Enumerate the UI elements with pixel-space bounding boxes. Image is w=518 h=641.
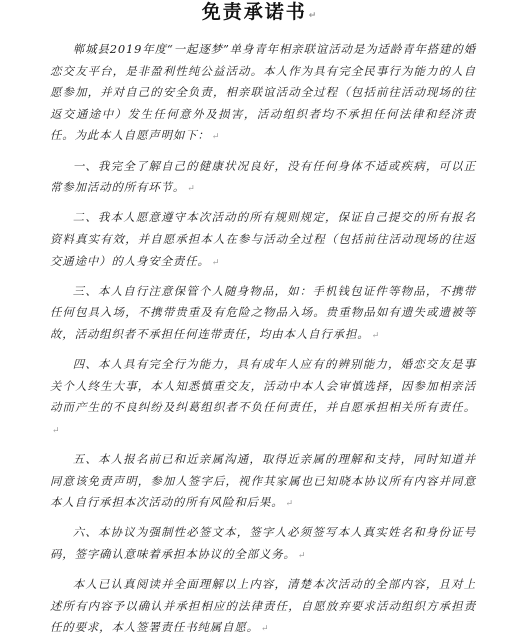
clause-1-paragraph: [50, 156, 476, 201]
clause-4-paragraph: [50, 354, 476, 442]
document-body: [50, 39, 476, 641]
paragraph-text: 本人已认真阅读并全面理解以上内容，清楚本次活动的全部内容，且对上述所有内容予以确认并承担相应的法律责任，自愿放弃要求活动组织方承担责任的要求，本人签署责任书纯属自愿。: [50, 577, 476, 635]
paragraph-text: 三、本人自行注意保管个人随身物品，如：手机钱包证件等物品，不携带任何包具入场，不携带贵重及有危险之物品入场。贵重物品如有遗失或遗被等故，活动组织者不承担任何连带责任，均由本人自行承担。: [50, 283, 476, 341]
paragraph-mark-icon: ↵: [187, 184, 195, 195]
paragraph-mark-icon: ↵: [211, 132, 220, 143]
paragraph-mark-icon: ↵: [260, 624, 269, 635]
intro-paragraph: [50, 39, 476, 149]
paragraph-text: 二、我本人愿意遵守本次活动的所有规则规定，保证自己提交的所有报名资料真实有效，并自愿承担本人在参与活动全过程（包括前往活动现场的往返交通途中）的人身安全责任。: [50, 210, 476, 268]
title-text: 免责承诺书: [201, 1, 307, 23]
clause-5-paragraph: [50, 449, 476, 516]
paragraph-text: 五、本人报名前已和近亲属沟通，取得近亲属的理解和支持，同时知道并同意该免责声明，参加人签字后，视作其家属也已知晓本协议所有内容并同意本人自行承担本次活动的所有风险和后果。: [50, 452, 476, 510]
paragraph-mark-icon: ↵: [308, 11, 317, 21]
paragraph-mark-icon: ↵: [52, 425, 60, 436]
document-title: [0, 1, 518, 27]
paragraph-mark-icon: ↵: [371, 330, 380, 341]
clause-6-paragraph: [50, 522, 476, 567]
paragraph-text: 四、本人具有完全行为能力，具有成年人应有的辨别能力，婚恋交友是事关个人终生大事，本人知悉慎重交友，活动中本人会审慎选择，因参加相亲活动而产生的不良纠纷及纠葛组织者不负任何责任，并自愿承担相关所有责任。: [50, 357, 476, 415]
clause-3-paragraph: [50, 281, 476, 348]
paragraph-mark-icon: ↵: [211, 257, 220, 268]
paragraph-mark-icon: ↵: [285, 499, 294, 510]
paragraph-text: 一、我完全了解自己的健康状况良好，没有任何身体不适或疾病，可以正常参加活动的所有环节。: [50, 158, 476, 195]
closing-paragraph: [50, 574, 476, 641]
clause-2-paragraph: [50, 207, 476, 274]
paragraph-text: 六、本协议为强制性必签文本，签字人必须签写本人真实姓名和身份证号码，签字确认意味着承担本协议的全部义务。: [50, 525, 476, 562]
paragraph-text: 郸城县2019年度“一起逐梦”单身青年相亲联谊活动是为适龄青年搭建的婚恋交友平台，是非盈利性纯公益活动。本人作为具有完全民事行为能力的人自愿参加，并对自己的安全负责，相亲联谊活动全过程（包括前往活动现场的往返交通途中）发生任何意外及损害，活动组织者均不承担任何法律和经济责任。为此本人自愿声明如下：: [50, 42, 476, 143]
paragraph-mark-icon: ↵: [297, 551, 306, 562]
